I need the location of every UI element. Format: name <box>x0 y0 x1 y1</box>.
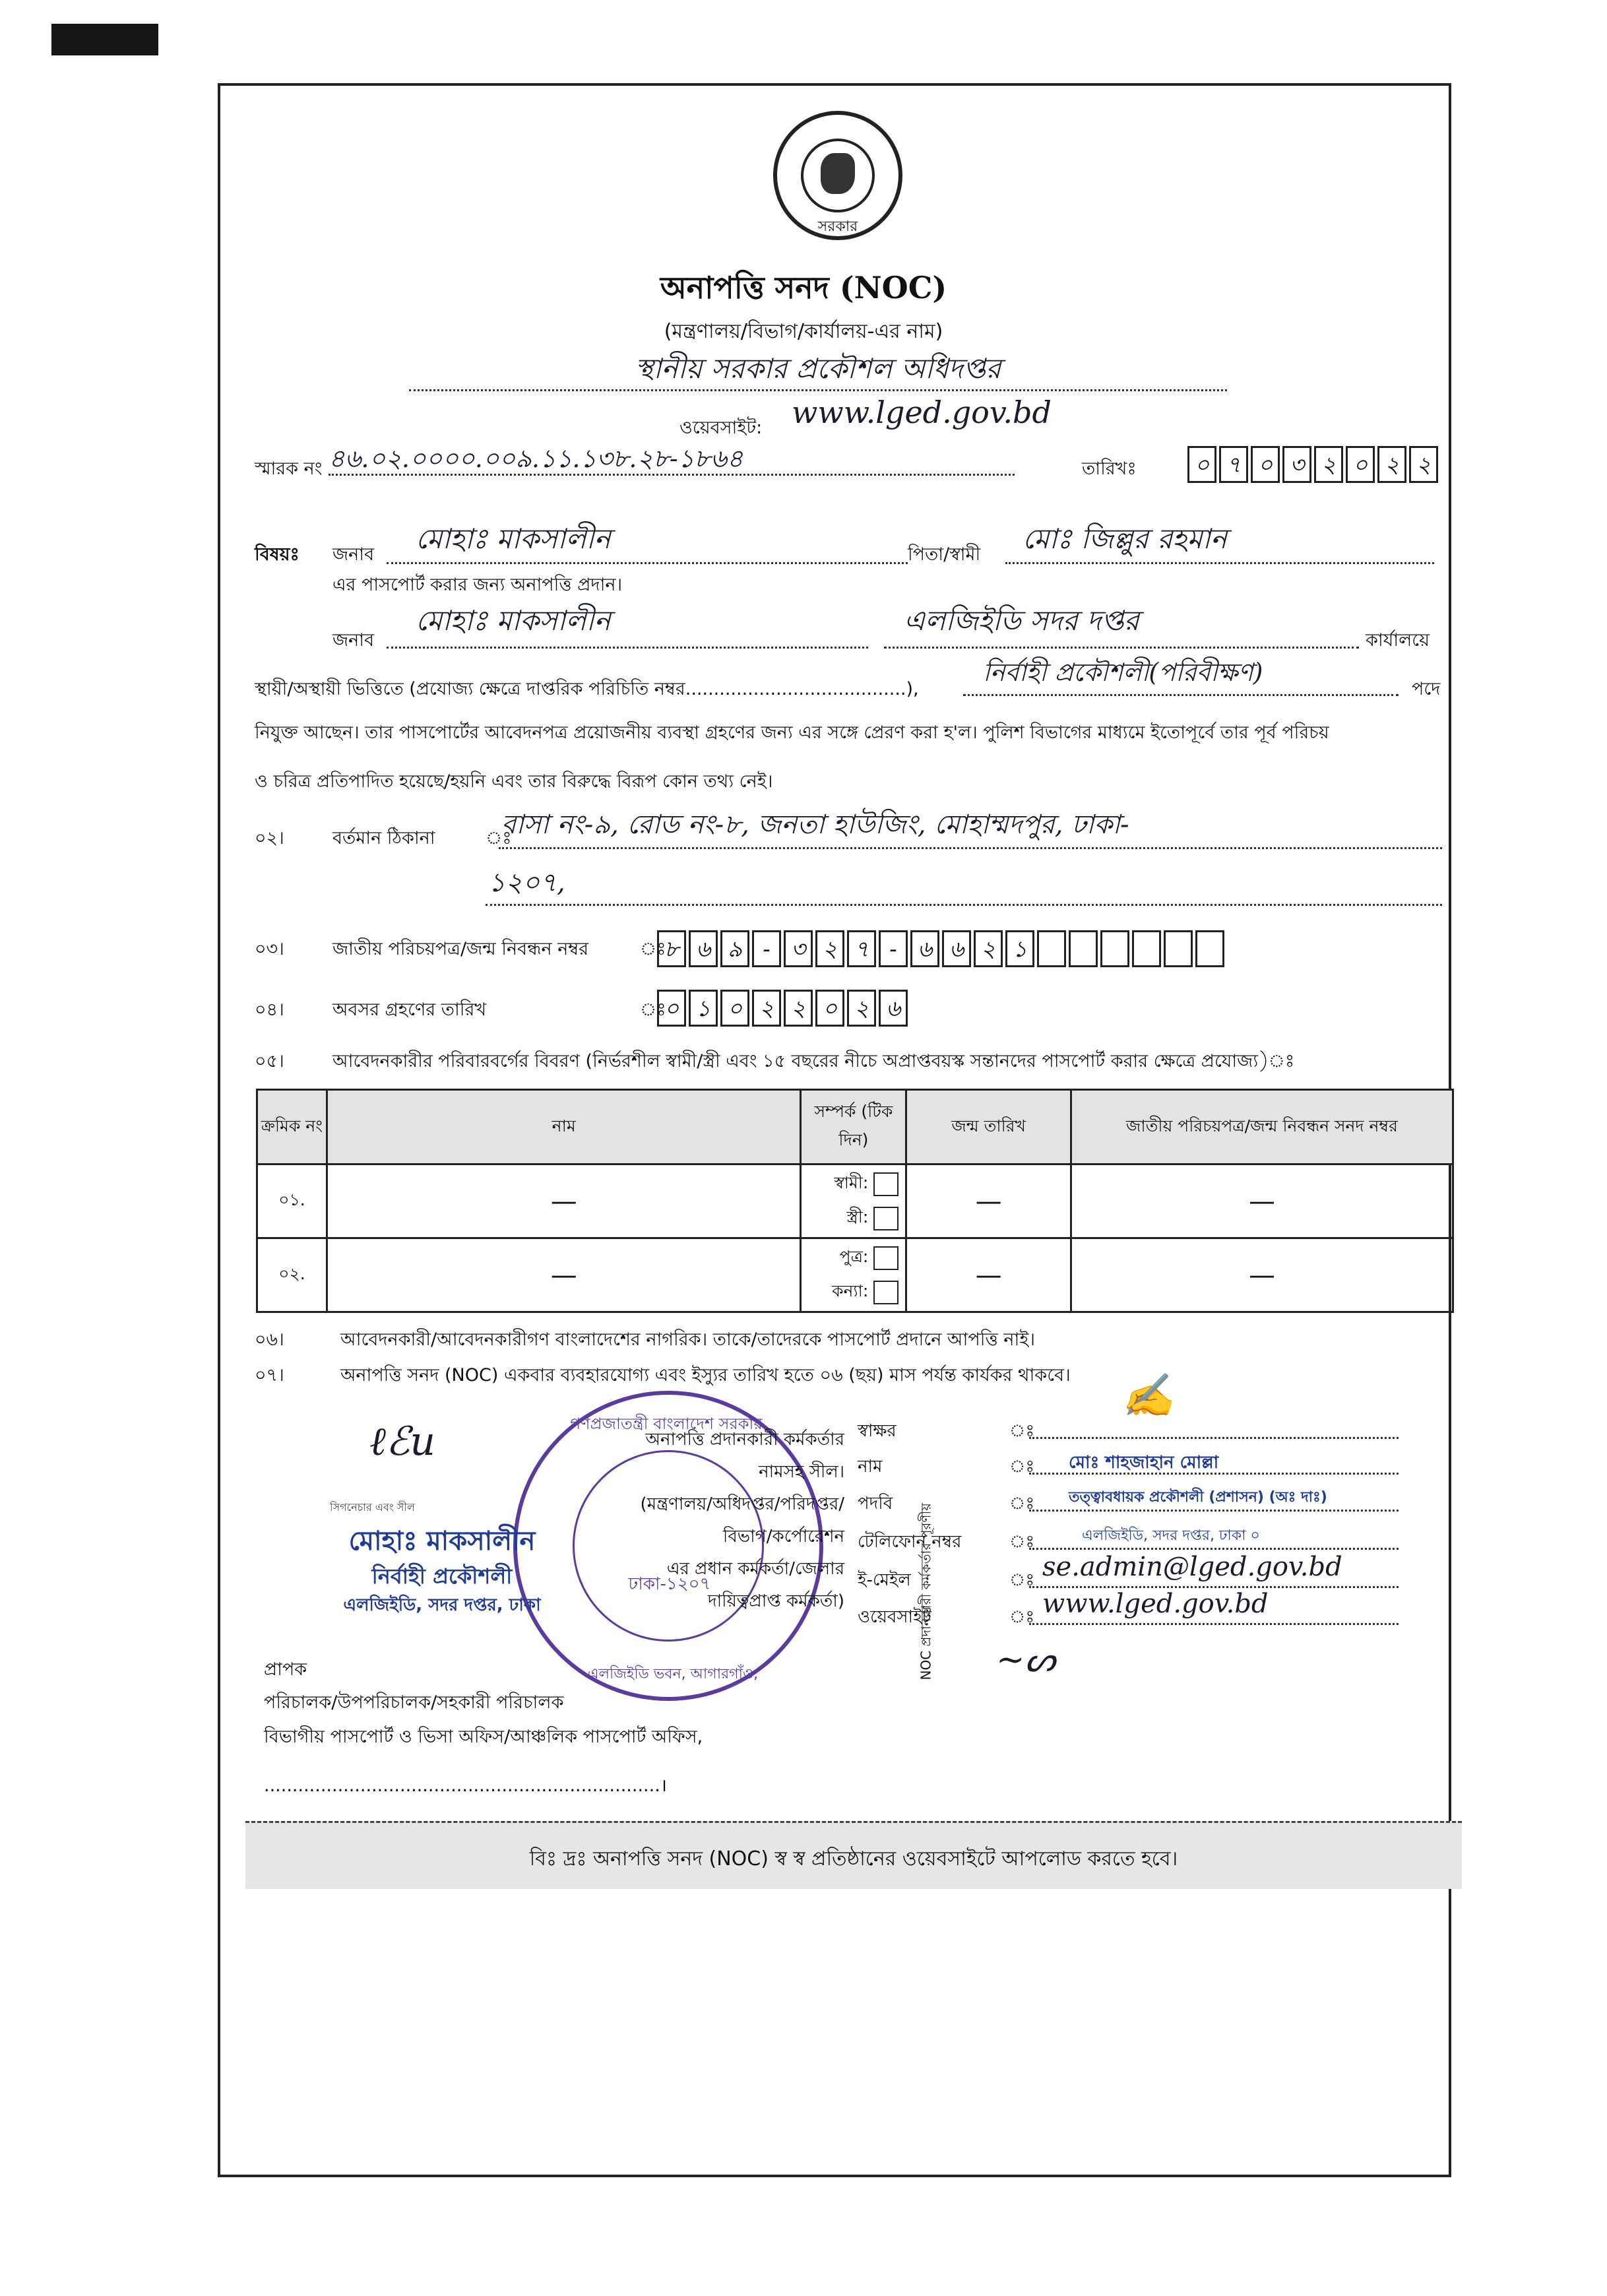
nid-digit-box: - <box>879 930 908 967</box>
field-label: ই-মেইল <box>858 1570 911 1590</box>
subject-tail: এর পাসপোর্ট করার জন্য অনাপত্তি প্রদান। <box>332 575 623 595</box>
retirement-date-boxes <box>657 990 921 1027</box>
retirement-digit-box: ০ <box>720 990 749 1027</box>
item02-number: ০২। <box>255 828 284 848</box>
row-name: — <box>327 1238 801 1312</box>
date-digit-box: ২ <box>1314 446 1343 483</box>
address-line2-dots <box>486 904 1442 906</box>
date-label: তারিখঃ <box>1082 459 1137 479</box>
seal-office: এলজিইডি ভবন, আগারগাঁও, <box>587 1666 759 1682</box>
address-line1-dots <box>499 847 1442 849</box>
website-value: www.lged.gov.bd <box>792 395 1052 430</box>
field-name <box>858 1453 1451 1490</box>
item05-label: আবেদনকারীর পরিবারবর্গের বিবরণ (নির্ভরশীল স্বামী/স্ত্রী এবং ১৫ বছরের নীচে অপ্রাপ্তবয়স্ক সন্তানদের পাসপোর্ট করার ক্ষেত্রে প্রযোজ্য)ঃ <box>332 1051 1295 1071</box>
header-serial: ক্রমিক নং <box>257 1090 327 1164</box>
retirement-digit-box: ২ <box>752 990 781 1027</box>
recipient-label: প্রাপক <box>264 1659 307 1680</box>
authority-fields <box>858 1372 1451 1640</box>
nid-digit-box: ৮ <box>657 930 686 967</box>
office-name-line <box>409 389 1227 391</box>
footer-note-bar <box>245 1821 1462 1889</box>
field-website <box>858 1589 1451 1640</box>
bangladesh-map-icon <box>821 153 855 194</box>
header-relation: সম্পর্ক (টিক দিন) <box>801 1090 906 1164</box>
document-title: অনাপত্তি সনদ (NOC) <box>660 270 947 305</box>
applicant-stamp-office: এলজিইডি, সদর দপ্তর, ঢাকা <box>343 1595 541 1615</box>
family-table <box>256 1089 1454 1313</box>
row-name: — <box>327 1164 801 1238</box>
relation-checkbox[interactable] <box>873 1172 898 1196</box>
header-dob: জন্ম তারিখ <box>906 1090 1071 1164</box>
field-label: পদবি <box>858 1494 893 1514</box>
retirement-digit-box: ৬ <box>879 990 908 1027</box>
field-dots <box>1029 1586 1399 1588</box>
seal-ring-text: গণপ্রজাতন্ত্রী বাংলাদেশ সরকার <box>570 1415 763 1433</box>
footer-note: বিঃ দ্রঃ অনাপত্তি সনদ (NOC) স্ব স্ব প্রতিষ্ঠানের ওয়েবসাইটে আপলোড করতে হবে। <box>529 1847 1178 1870</box>
retirement-digit-box: ২ <box>847 990 876 1027</box>
father-name-line <box>1005 562 1434 564</box>
body-paragraph-line1: নিযুক্ত আছেন। তার পাসপোর্টের আবেদনপত্র প্রয়োজনীয় ব্যবস্থা গ্রহণের জন্য এর সঙ্গে প্রেরণ করা হ'ল। পুলিশ বিভাগের মাধ্যমে ইতোপূর্বে তার পূর্ব পরিচয় <box>255 722 1329 743</box>
table-row <box>257 1238 1453 1312</box>
item04-label: অবসর গ্রহণের তারিখ <box>332 1000 487 1020</box>
authority-vertical-note: NOC প্রদানকারী কর্মকর্তার পূরণীয় <box>918 1502 934 1680</box>
retirement-digit-box: ১ <box>689 990 718 1027</box>
office-suffix: কার্যালয়ে <box>1366 630 1430 651</box>
field-label: টেলিফোন নম্বর <box>858 1532 962 1552</box>
document-subtitle: (মন্ত্রণালয়/বিভাগ/কার্যালয়-এর নাম) <box>664 320 943 343</box>
post-suffix: পদে <box>1412 679 1441 699</box>
applicant-name-line <box>387 562 908 564</box>
field-value: এলজিইডি, সদর দপ্তর, ঢাকা ০ <box>1082 1527 1260 1544</box>
field-colon: ঃ <box>1009 1570 1035 1590</box>
seal-city: ঢাকা-১২০৭ <box>628 1574 711 1594</box>
body-office: এলজিইডি সদর দপ্তর <box>904 604 1139 637</box>
nid-digit-box: ২ <box>815 930 844 967</box>
authority-description <box>561 1424 844 1618</box>
field-signature <box>858 1372 1451 1453</box>
nid-digit-box <box>1069 930 1098 967</box>
field-designation <box>858 1490 1451 1528</box>
field-value: se.admin@lged.gov.bd <box>1042 1552 1342 1582</box>
memo-ref-label: স্মারক নং <box>255 459 323 479</box>
note07-number: ০৭। <box>255 1365 284 1386</box>
nid-digit-box: ৩ <box>784 930 813 967</box>
relation-option <box>802 1275 905 1310</box>
body-paragraph-line2: ও চরিত্র প্রতিপাদিত হয়েছে/হয়নি এবং তার বিরুদ্ধে বিরূপ কোন তথ্য নেই। <box>255 771 773 792</box>
relation-label: পুত্র: <box>839 1247 869 1266</box>
relation-label: স্বামী: <box>834 1173 869 1192</box>
recipient-line3: ......................................................................। <box>264 1775 668 1796</box>
body-mr-label: জনাব <box>332 630 375 651</box>
field-label: নাম <box>858 1457 883 1477</box>
header-name: নাম <box>327 1090 801 1164</box>
field-dots <box>1029 1510 1399 1512</box>
relation-option <box>802 1241 905 1275</box>
field-dots <box>1029 1548 1399 1550</box>
designation-line <box>963 694 1399 696</box>
designation: নির্বাহী প্রকৌশলী(পরিবীক্ষণ) <box>983 658 1263 687</box>
father-name: মোঃ জিল্লুর রহমান <box>1023 523 1227 555</box>
retirement-digit-box: ০ <box>815 990 844 1027</box>
office-name: স্থানীয় সরকার প্রকৌশল অধিদপ্তর <box>635 352 1001 385</box>
relation-label: স্ত্রী: <box>846 1207 869 1227</box>
date-digit-box: ০ <box>1346 446 1375 483</box>
applicant-name: মোহাঃ মাকসালীন <box>416 523 611 555</box>
subject-mr-label: জনাব <box>332 544 375 565</box>
relation-checkbox[interactable] <box>873 1207 898 1230</box>
nid-digit-box <box>1100 930 1129 967</box>
nid-boxes <box>657 930 1449 967</box>
authority-line: বিভাগ/কর্পোরেশন <box>722 1527 844 1547</box>
nid-digit-box <box>1132 930 1161 967</box>
note07-text: অনাপত্তি সনদ (NOC) একবার ব্যবহারযোগ্য এবং ইস্যুর তারিখ হতে ০৬ (ছয়) মাস পর্যন্ত কার্যকর থাকবে। <box>340 1365 1071 1386</box>
applicant-signature: ℓℰu <box>369 1419 435 1465</box>
relation-checkbox[interactable] <box>873 1246 898 1270</box>
nid-digit-box: ৬ <box>689 930 718 967</box>
relation-option <box>802 1167 905 1201</box>
applicant-stamp-caption: সিগনেচার এবং সীল <box>330 1501 415 1514</box>
nid-digit-box: ৭ <box>847 930 876 967</box>
recipient-line1: পরিচালক/উপপরিচালক/সহকারী পরিচালক <box>264 1692 564 1713</box>
authority-line: নামসহ সীল। <box>759 1462 844 1482</box>
row-dob: — <box>906 1238 1071 1312</box>
field-colon: ঃ <box>1009 1457 1035 1477</box>
item02-label: বর্তমান ঠিকানা <box>332 828 435 848</box>
field-colon: ঃ <box>1009 1607 1035 1627</box>
authority-signature: ✍ <box>1121 1372 1174 1420</box>
family-table-header <box>257 1090 1453 1164</box>
nid-digit-box <box>1037 930 1066 967</box>
authority-line: অনাপত্তি প্রদানকারী কর্মকর্তার <box>645 1430 844 1450</box>
row-relation <box>801 1164 906 1238</box>
field-colon: ঃ <box>1009 1494 1035 1514</box>
relation-label: কন্যা: <box>832 1281 869 1300</box>
note06-text: আবেদনকারী/আবেদনকারীগণ বাংলাদেশের নাগরিক। তাকে/তাদেরকে পাসপোর্ট প্রদানে আপত্তি নাই। <box>340 1329 1036 1350</box>
date-digit-box: ২ <box>1377 446 1406 483</box>
date-digit-box: ৩ <box>1282 446 1311 483</box>
applicant-stamp-designation: নির্বাহী প্রকৌশলী <box>371 1564 513 1589</box>
item05-number: ০৫। <box>255 1051 284 1071</box>
applicant-stamp-name: মোহাঃ মাকসালীন <box>348 1526 536 1556</box>
nid-digit-box: ২ <box>974 930 1003 967</box>
item03-label: জাতীয় পরিচয়পত্র/জন্ম নিবন্ধন নম্বর <box>332 939 589 959</box>
authority-line: দায়িত্বপ্রাপ্ত কর্মকর্তা) <box>707 1591 844 1611</box>
row-dob: — <box>906 1164 1071 1238</box>
authority-line: এর প্রধান কর্মকর্তা/জেলার <box>666 1559 844 1579</box>
retirement-digit-box: ০ <box>657 990 686 1027</box>
field-dots <box>1029 1437 1399 1439</box>
authority-line: (মন্ত্রণালয়/অধিদপ্তর/পরিদপ্তর/ <box>640 1494 844 1514</box>
field-colon: ঃ <box>1009 1532 1035 1552</box>
row-nid: — <box>1071 1164 1453 1238</box>
redaction-block <box>51 24 158 55</box>
field-label: ওয়েবসাইট <box>858 1607 931 1627</box>
father-label: পিতা/স্বামী <box>908 544 981 565</box>
date-boxes <box>1187 446 1451 483</box>
nid-digit-box: ৯ <box>720 930 749 967</box>
website-label: ওয়েবসাইট: <box>679 418 763 438</box>
address-line1: বাসা নং-৯, রোড নং-৮, জনতা হাউজিং, মোহাম্মদপুর, ঢাকা- <box>501 810 1129 840</box>
field-colon: ঃ <box>1009 1421 1035 1441</box>
memo-ref-value: ৪৬.০২.০০০০.০০৯.১১.১৩৮.২৮-১৮৬৪ <box>329 444 743 473</box>
nid-digit-box: - <box>752 930 781 967</box>
relation-option <box>802 1201 905 1236</box>
item03-number: ০৩। <box>255 939 284 959</box>
subject-label: বিষয়ঃ <box>255 544 299 565</box>
row-nid: — <box>1071 1238 1453 1312</box>
item04-number: ০৪। <box>255 1000 284 1020</box>
date-digit-box: ২ <box>1409 446 1438 483</box>
date-digit-box: ০ <box>1187 446 1216 483</box>
body-name-line <box>387 647 868 649</box>
nid-digit-box: ১ <box>1005 930 1034 967</box>
field-value: মোঃ শাহজাহান মোল্লা <box>1069 1453 1219 1473</box>
item03-colon: ঃ <box>640 939 666 959</box>
field-dots <box>1029 1623 1399 1625</box>
item02-colon: ঃ <box>486 828 512 848</box>
note06-number: ০৬। <box>255 1329 284 1350</box>
field-dots <box>1029 1473 1399 1475</box>
header-nid: জাতীয় পরিচয়পত্র/জন্ম নিবন্ধন সনদ নম্বর <box>1071 1090 1453 1164</box>
table-row <box>257 1164 1453 1238</box>
nid-digit-box: ৬ <box>910 930 939 967</box>
row-serial: ০১. <box>257 1164 327 1238</box>
address-line2: ১২০৭, <box>488 868 565 898</box>
field-label: স্বাক্ষর <box>858 1421 897 1441</box>
field-value: www.lged.gov.bd <box>1042 1589 1269 1619</box>
permanent-label: স্থায়ী/অস্থায়ী ভিত্তিতে (প্রযোজ্য ক্ষেত্রে দাপ্তরিক পরিচিতি নম্বর.......................................), <box>255 679 919 699</box>
field-value: তত্ত্বাবধায়ক প্রকৌশলী (প্রশাসন) (অঃ দাঃ) <box>1069 1489 1327 1506</box>
item04-colon: ঃ <box>640 1000 666 1020</box>
body-office-line <box>884 647 1359 649</box>
body-name: মোহাঃ মাকসালীন <box>416 604 611 637</box>
nid-digit-box <box>1195 930 1224 967</box>
row-serial: ০২. <box>257 1238 327 1312</box>
initials-mark: ~ᔕ <box>996 1640 1056 1680</box>
nid-digit-box <box>1164 930 1193 967</box>
relation-checkbox[interactable] <box>873 1281 898 1304</box>
memo-ref-line <box>329 474 1015 476</box>
seal-label: সরকার <box>817 218 858 235</box>
nid-digit-box: ৬ <box>942 930 971 967</box>
retirement-digit-box: ২ <box>784 990 813 1027</box>
date-digit-box: ০ <box>1251 446 1280 483</box>
recipient-line2: বিভাগীয় পাসপোর্ট ও ভিসা অফিস/আঞ্চলিক পাসপোর্ট অফিস, <box>264 1727 703 1747</box>
date-digit-box: ৭ <box>1219 446 1248 483</box>
row-relation <box>801 1238 906 1312</box>
